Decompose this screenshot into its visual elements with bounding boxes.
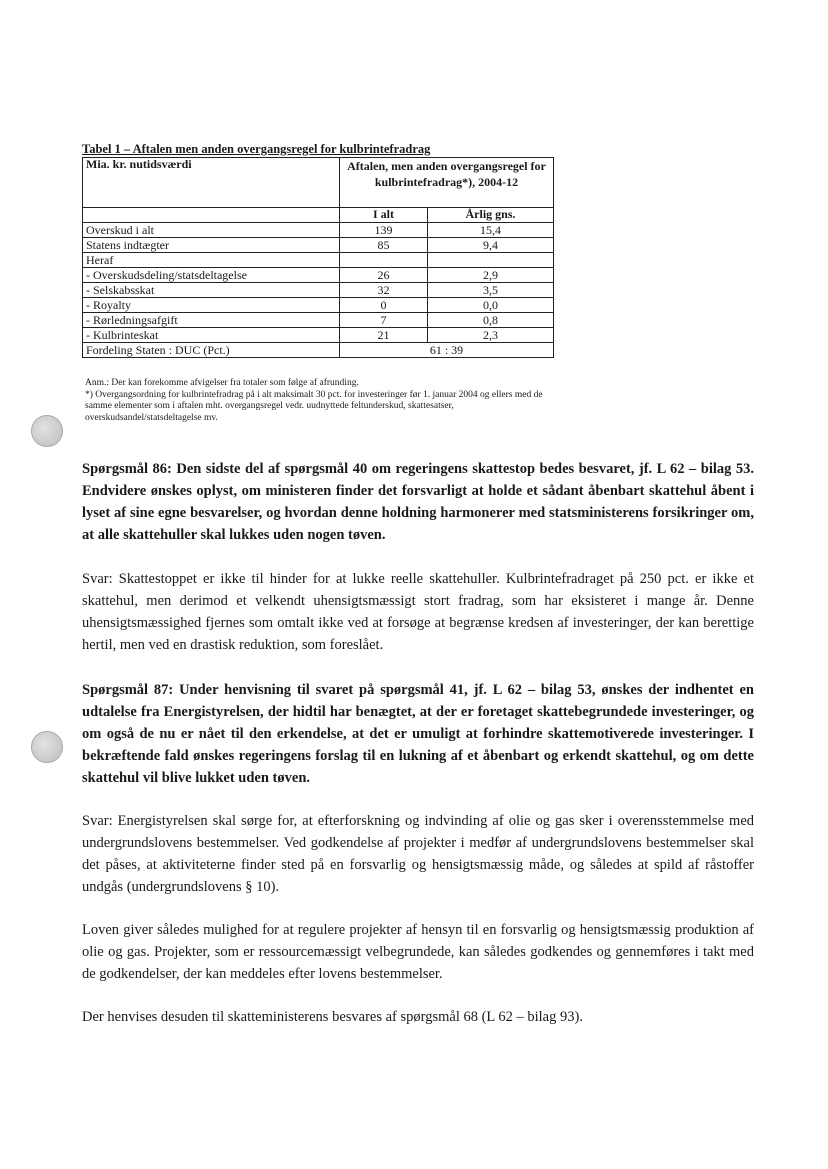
paragraph-law: Loven giver således mulighed for at regulere projekter af hensyn til en forsvarlig og hensigtsmæssig produktion af olie og gas. Projekter, som er ressourcemæssigt velbegrundede, kan således godkendes og gennemføres i takt med de godkendelser, der kan meddeles efter lovens bestemmelser. [82,922,754,982]
answer-label: Svar: [82,571,113,587]
empty-cell [83,208,340,223]
row-total: 0 [340,298,428,313]
row-avg: 9,4 [428,238,554,253]
row-avg: 15,4 [428,223,554,238]
row-label: - Kulbrinteskat [83,328,340,343]
row-label: Fordeling Staten : DUC (Pct.) [83,343,340,358]
row-label: Heraf [83,253,340,268]
table-row [83,238,554,253]
punch-hole [31,415,63,447]
table-row [83,268,554,283]
punch-hole [31,731,63,763]
question-86: Spørgsmål 86: Den sidste del af spørgsmål 40 om regeringens skattestop bedes besvaret, jf. L 62 – bilag 53. Endvidere ønskes oplyst, om ministeren finder det forsvarligt at holde et sådant åbenbart skattehul åbent i lyset af sine egne besvarelser, og hvordan denne holdning harmonerer med statsministerens forsikringer om, at alle skattehuller skal lukkes uden nogen tøven. [82,461,754,543]
row-ratio: 61 : 39 [340,343,554,358]
table-row [83,283,554,298]
header-left: Mia. kr. nutidsværdi [83,158,340,208]
answer-86 [82,568,754,656]
table-title: Tabel 1 – Aftalen men anden overgangsregel for kulbrintefradrag [82,142,431,156]
row-total: 85 [340,238,428,253]
row-label: - Rørledningsafgift [83,313,340,328]
table-notes [85,378,555,424]
answer-text: Energistyrelsen skal sørge for, at efterforskning og indvinding af olie og gas sker i overensstemmelse med undergrundslovens bestemmelser. Ved godkendelse af projekter i medfør af undergrundslovens bestemmelser skal det påses, at aktiviteterne finder sted på en forsvarlig og hensigtsmæssig måde, og således at spild af råstoffer undgås (undergrundslovens § 10). [82,813,755,895]
paragraph-reference: Der henvises desuden til skatteministerens besvares af spørgsmål 68 (L 62 – bilag 93). [82,1009,583,1025]
table-row [83,313,554,328]
row-total: 7 [340,313,428,328]
table-row [83,253,554,268]
row-label: - Overskudsdeling/statsdeltagelse [83,268,340,283]
answer-text: Skattestoppet er ikke til hinder for at lukke reelle skattehuller. Kulbrintefradraget på 250 pct. er ikke et skattehul, men derimod et velkendt uhensigtsmæssigt stort fradrag, som har eksisteret i mange år. Denne uhensigtsmæssighed fjernes som omtalt ikke ved at forsøge at begrænse kredsen af investeringer, der kan berettige hertil, men ved en drastisk reduktion, som foreslået. [82,571,754,653]
row-label: - Royalty [83,298,340,313]
row-avg: 3,5 [428,283,554,298]
row-total: 26 [340,268,428,283]
table-row [83,223,554,238]
table-row [83,343,554,358]
row-total [340,253,428,268]
note-footnote: *) Overgangsordning for kulbrintefradrag på i alt maksimalt 30 pct. for investeringer før 1. januar 2004 og ellers med de samme elementer som i aftalen mht. overgangsregel vedr. uudnyttede feltunderskud, skattesatser, overskudsandel/statsdeltagelse mv. [85,389,543,423]
answer-label: Svar: [82,813,113,829]
row-avg [428,253,554,268]
row-total: 21 [340,328,428,343]
row-label: Statens indtægter [83,238,340,253]
header-group: Aftalen, men anden overgangsregel for kulbrintefradrag*), 2004-12 [340,158,554,208]
row-label: Overskud i alt [83,223,340,238]
row-avg: 2,3 [428,328,554,343]
answer-87 [82,810,754,898]
row-avg: 0,8 [428,313,554,328]
table-row [83,328,554,343]
table-row [83,298,554,313]
row-total: 139 [340,223,428,238]
col-total-header: I alt [340,208,428,223]
row-avg: 0,0 [428,298,554,313]
row-avg: 2,9 [428,268,554,283]
col-avg-header: Årlig gns. [428,208,554,223]
note-rounding: Anm.: Der kan forekomme afvigelser fra totaler som følge af afrunding. [85,378,359,388]
question-87: Spørgsmål 87: Under henvisning til svaret på spørgsmål 41, jf. L 62 – bilag 53, ønskes der indhentet en udtalelse fra Energistyrelsen, der hidtil har benægtet, at der er foretaget skattebegrundede investeringer, og om også de nu er nået til den erkendelse, at det er umuligt at forhindre skattemotiverede investeringer. I bekræftende fald ønskes regeringens forslag til en lukning af et åbenbart og erkendt skattehul, og om dette skattehul vil blive lukket uden tøven. [82,682,754,786]
row-label: - Selskabsskat [83,283,340,298]
row-total: 32 [340,283,428,298]
data-table [82,157,554,358]
